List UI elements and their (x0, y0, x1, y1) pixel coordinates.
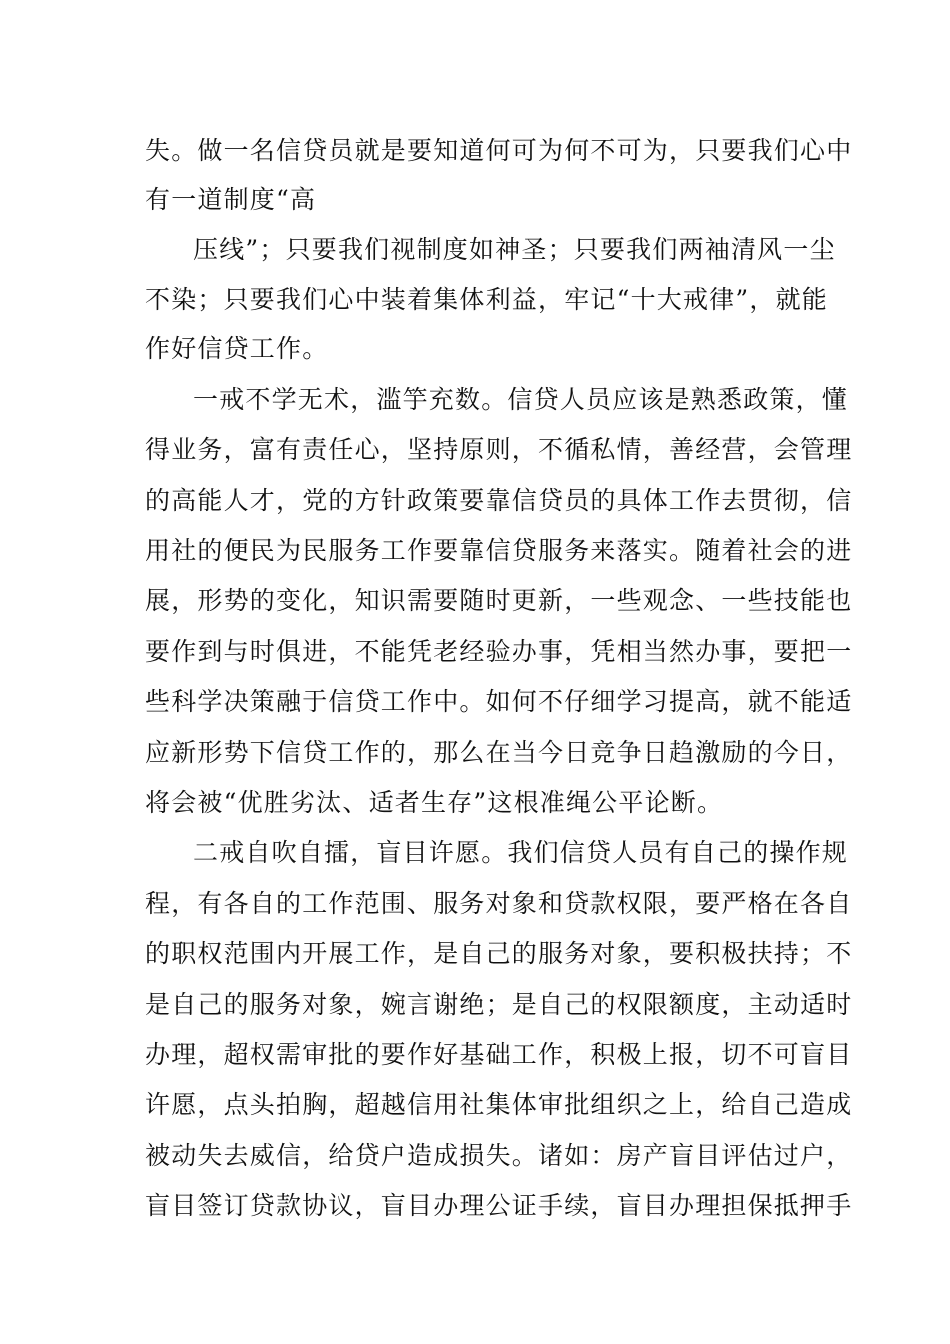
text-line: 要作到与时俱进，不能凭老经验办事，凭相当然办事，要把一 (145, 637, 853, 666)
text-line: 不染；只要我们心中装着集体利益，牢记“十大戒律”，就能 (145, 285, 828, 314)
text-line: 程，有各自的工作范围、服务对象和贷款权限，要严格在各自 (145, 889, 853, 918)
text-line: 二戒自吹自擂，盲目许愿。我们信贷人员有自己的操作规 (193, 838, 849, 867)
text-line: 一戒不学无术，滥竽充数。信贷人员应该是熟悉政策，懂 (193, 385, 849, 414)
text-line: 是自己的服务对象，婉言谢绝；是自己的权限额度，主动适时 (145, 990, 853, 1019)
text-line: 将会被“优胜劣汰、适者生存”这根准绳公平论断。 (145, 788, 724, 817)
text-line: 有一道制度“高 (145, 185, 317, 214)
text-line: 作好信贷工作。 (145, 334, 329, 363)
text-line: 许愿，点头拍胸，超越信用社集体审批组织之上，给自己造成 (145, 1090, 853, 1119)
text-line: 的职权范围内开展工作，是自己的服务对象，要积极扶持；不 (145, 939, 853, 968)
text-line: 用社的便民为民服务工作要靠信贷服务来落实。随着社会的进 (145, 536, 853, 565)
text-line: 些科学决策融于信贷工作中。如何不仔细学习提高，就不能适 (145, 687, 853, 716)
text-line: 压线”；只要我们视制度如神圣；只要我们两袖清风一尘 (193, 235, 836, 264)
text-line: 办理，超权需审批的要作好基础工作，积极上报，切不可盲目 (145, 1040, 853, 1069)
text-line: 应新形势下信贷工作的，那么在当今日竞争日趋激励的今日， (145, 738, 853, 767)
text-line: 的高能人才，党的方针政策要靠信贷员的具体工作去贯彻，信 (145, 486, 853, 515)
text-line: 被动失去威信，给贷户造成损失。诸如：房产盲目评估过户， (145, 1141, 853, 1170)
text-line: 盲目签订贷款协议，盲目办理公证手续，盲目办理担保抵押手 (145, 1191, 853, 1220)
text-line: 得业务，富有责任心，坚持原则，不循私情，善经营，会管理 (145, 435, 853, 464)
text-line: 展，形势的变化，知识需要随时更新，一些观念、一些技能也 (145, 586, 853, 615)
text-line: 失。做一名信贷员就是要知道何可为何不可为，只要我们心中 (145, 136, 853, 165)
